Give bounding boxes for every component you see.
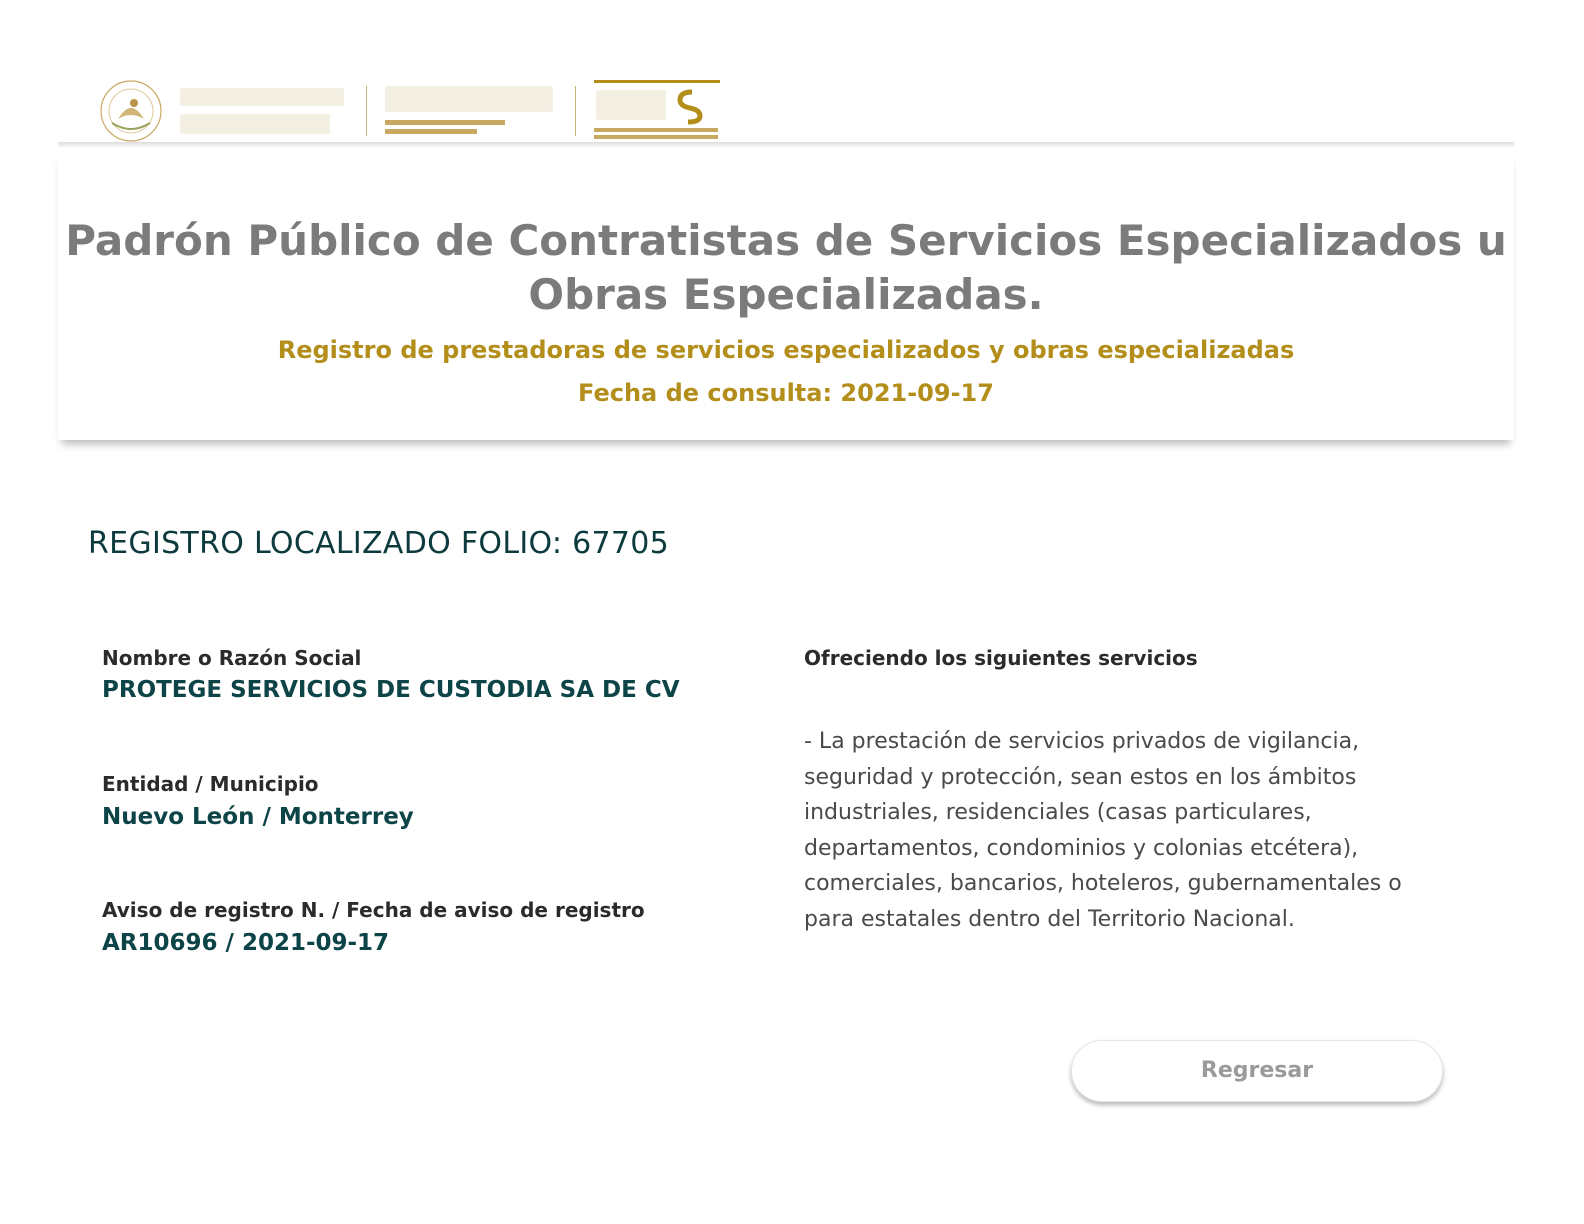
logo-separator-2 [575,86,576,136]
mexico-coat-of-arms-seal-icon [94,79,168,143]
repse-logo-icon [594,78,722,144]
logo-separator [366,86,367,136]
trabajo-logo-icon [385,82,557,140]
header-logo-bar [58,78,1514,148]
name-value: PROTEGE SERVICIOS DE CUSTODIA SA DE CV [102,677,680,703]
gobierno-de-mexico-wordmark [180,82,348,140]
location-value: Nuevo León / Monterrey [102,804,414,830]
back-button[interactable]: Regresar [1071,1040,1443,1102]
location-label: Entidad / Municipio [102,772,319,796]
notice-label: Aviso de registro N. / Fecha de aviso de registro [102,898,645,922]
page-subtitle: Registro de prestadoras de servicios especializados y obras especializadas [277,336,1295,364]
name-label: Nombre o Razón Social [102,646,362,670]
services-text: - La prestación de servicios privados de vigilancia, seguridad y protección, sean estos en los ámbitos industriales, residenciales (casas particulares, departamentos, condominios y colonias etcétera), comerciales, bancarios, hoteleros, gubernamentales o para estatales dentro del Territorio Nacional. [804,729,1402,932]
record-folio-heading: REGISTRO LOCALIZADO FOLIO: 67705 [88,526,670,561]
query-date: Fecha de consulta: 2021-09-17 [578,379,994,407]
notice-value: AR10696 / 2021-09-17 [102,930,390,956]
header-logos [94,78,722,144]
title-card [58,150,1514,440]
services-label: Ofreciendo los siguientes servicios [804,646,1198,670]
page-title: Padrón Público de Contratistas de Servicios Especializados u Obras Especializadas. [65,216,1507,319]
